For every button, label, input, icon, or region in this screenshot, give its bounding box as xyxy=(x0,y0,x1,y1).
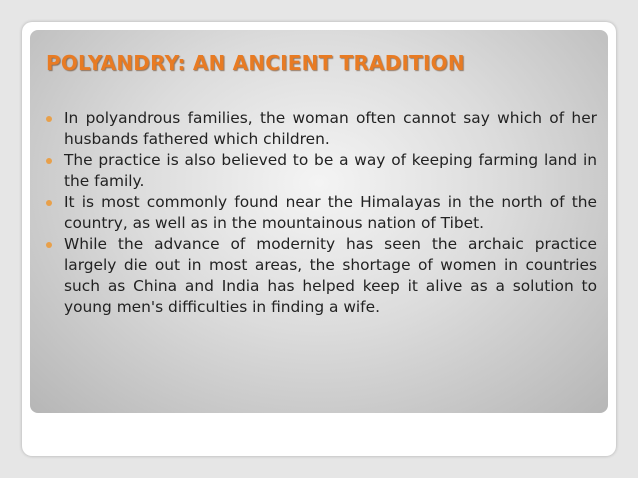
bullet-text: It is most commonly found near the Himalayas in the north of the country, as well as in the mountainous nation of Tibet. xyxy=(64,193,597,232)
bullet-dot-icon xyxy=(46,200,52,206)
bullet-text: The practice is also believed to be a way of keeping farming land in the family. xyxy=(64,151,597,190)
bullet-dot-icon xyxy=(46,158,52,164)
bullet-dot-icon xyxy=(46,242,52,248)
bullet-item xyxy=(46,150,597,192)
bullet-item xyxy=(46,108,597,150)
bullet-text: While the advance of modernity has seen the archaic practice largely die out in most areas, the shortage of women in countries such as China and India has helped keep it alive as a solution to young men's difficulties in finding a wife. xyxy=(64,235,597,316)
bullet-list xyxy=(46,108,597,318)
bullet-dot-icon xyxy=(46,116,52,122)
bullet-text: In polyandrous families, the woman often cannot say which of her husbands fathered which children. xyxy=(64,109,597,148)
bullet-item xyxy=(46,192,597,234)
slide-title: POLYANDRY: AN ANCIENT TRADITION xyxy=(46,51,465,75)
bullet-item xyxy=(46,234,597,318)
